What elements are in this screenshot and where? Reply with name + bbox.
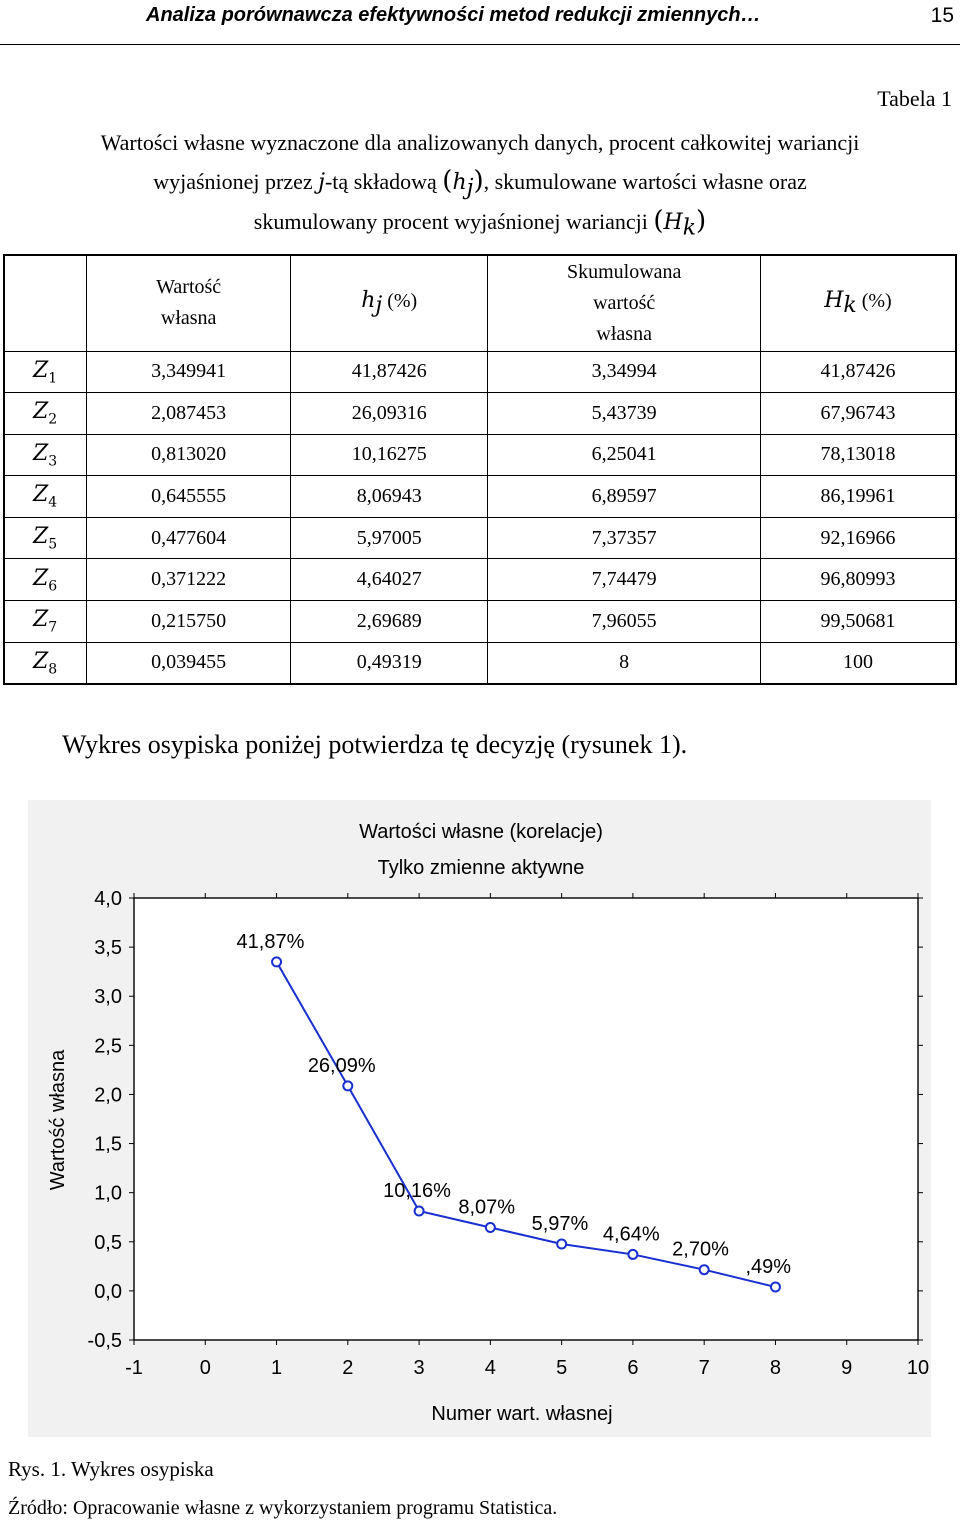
header-unit: (%): [387, 290, 418, 313]
y-axis-label: Wartość własna: [47, 1049, 69, 1191]
cell-cumulative: 7,96055: [488, 601, 760, 643]
cell-Hk: 99,50681: [760, 601, 956, 643]
row-symbol: Z: [33, 399, 49, 425]
cell-eigenvalue: 0,371222: [87, 559, 291, 601]
data-point: [272, 957, 281, 966]
caption-text: -tą składową: [324, 169, 437, 194]
cell-hj: 41,87426: [290, 351, 488, 393]
row-symbol: Z: [33, 482, 49, 508]
cell-cumulative: 6,25041: [488, 434, 760, 476]
y-tick-label: 0,5: [94, 1231, 122, 1254]
math-paren: (: [442, 166, 453, 196]
header-unit: (%): [861, 290, 892, 313]
y-tick-label: 1,0: [94, 1182, 122, 1205]
math-H: H: [824, 288, 844, 314]
cell-hj: 26,09316: [290, 393, 488, 435]
row-symbol: Z: [33, 565, 49, 591]
row-subscript: 3: [48, 453, 58, 470]
cell-Hk: 41,87426: [760, 351, 956, 393]
row-symbol: Z: [33, 440, 49, 466]
header-text: własna: [596, 322, 652, 345]
body-paragraph: Wykres osypiska poniżej potwierdza tę decyzję (rysunek 1).: [62, 730, 688, 759]
data-label: 8,07%: [458, 1196, 516, 1219]
x-tick-label: 5: [556, 1357, 568, 1379]
data-point: [700, 1265, 709, 1274]
y-tick-label: 0,0: [94, 1280, 122, 1303]
math-sub-j: j: [375, 293, 383, 319]
math-paren: ): [473, 166, 484, 196]
data-point: [343, 1081, 352, 1090]
math-h: h: [361, 288, 376, 314]
math-sub-k: k: [682, 215, 697, 241]
row-subscript: 2: [48, 411, 58, 428]
cell-Hk: 78,13018: [760, 434, 956, 476]
page-number: 15: [930, 4, 954, 27]
cell-cumulative: 7,37357: [488, 517, 760, 559]
chart-subtitle: Tylko zmienne aktywne: [377, 857, 585, 879]
data-label: 26,09%: [307, 1054, 376, 1077]
math-paren: (: [653, 206, 664, 236]
y-tick-label: 2,0: [94, 1084, 122, 1107]
y-tick-label: 3,0: [94, 986, 122, 1009]
cell-hj: 4,64027: [290, 559, 488, 601]
math-sub-j: j: [466, 175, 474, 201]
cell-Hk: 96,80993: [760, 559, 956, 601]
math-j: j: [318, 170, 325, 195]
data-label: 41,87%: [236, 930, 305, 953]
cell-eigenvalue: 3,349941: [87, 351, 291, 393]
running-title: Analiza porównawcza efektywności metod redukcji zmiennych…: [146, 4, 761, 26]
row-subscript: 4: [48, 494, 58, 511]
data-point: [415, 1207, 424, 1216]
data-label: ,49%: [745, 1256, 792, 1279]
cell-eigenvalue: 0,215750: [87, 601, 291, 643]
cell-eigenvalue: 2,087453: [87, 393, 291, 435]
plot-area: [134, 898, 918, 1340]
figure-caption: Rys. 1. Wykres osypiska: [8, 1457, 214, 1481]
x-tick-label: 4: [484, 1357, 496, 1379]
y-tick-label: 2,5: [94, 1035, 122, 1058]
header-text: Skumulowana: [566, 260, 682, 283]
cell-cumulative: 8: [488, 642, 760, 684]
row-subscript: 8: [48, 660, 58, 677]
y-tick-label: 3,5: [94, 937, 122, 960]
cell-Hk: 67,96743: [760, 393, 956, 435]
row-symbol: Z: [33, 607, 49, 633]
source-note: Źródło: Opracowanie własne z wykorzystaniem programu Statistica.: [8, 1497, 558, 1519]
row-subscript: 6: [48, 577, 58, 594]
row-subscript: 5: [48, 536, 58, 553]
cell-Hk: 100: [760, 642, 956, 684]
x-tick-label: -1: [125, 1357, 143, 1379]
x-tick-label: 3: [413, 1357, 425, 1379]
data-label: 4,64%: [602, 1223, 660, 1246]
cell-cumulative: 7,74479: [488, 559, 760, 601]
math-h: h: [452, 170, 467, 195]
data-point: [628, 1250, 637, 1259]
data-point: [771, 1283, 780, 1292]
cell-hj: 10,16275: [290, 434, 488, 476]
y-tick-label: -0,5: [87, 1330, 122, 1352]
x-tick-label: 1: [270, 1357, 283, 1379]
y-tick-label: 4,0: [94, 888, 122, 910]
header-text: Wartość: [156, 276, 222, 299]
cell-Hk: 86,19961: [760, 476, 956, 518]
x-tick-label: 6: [627, 1357, 639, 1379]
cell-eigenvalue: 0,039455: [87, 642, 291, 684]
header-text: wartość: [593, 291, 656, 314]
header-text: własna: [160, 307, 217, 330]
cell-cumulative: 6,89597: [488, 476, 760, 518]
cell-hj: 8,06943: [290, 476, 488, 518]
row-symbol: Z: [33, 648, 49, 674]
x-tick-label: 9: [841, 1357, 853, 1379]
table-label: Tabela 1: [877, 86, 952, 111]
y-tick-label: 1,5: [94, 1133, 122, 1156]
row-symbol: Z: [33, 523, 49, 549]
cell-cumulative: 5,43739: [488, 393, 760, 435]
caption-text: skumulowany procent wyjaśnionej wariancji: [253, 209, 648, 234]
data-point: [486, 1223, 495, 1232]
cell-hj: 2,69689: [290, 601, 488, 643]
math-paren: ): [696, 206, 707, 236]
cell-eigenvalue: 0,813020: [87, 434, 291, 476]
caption-text: wyjaśnionej przez: [153, 169, 313, 194]
x-axis-label: Numer wart. własnej: [431, 1403, 613, 1425]
cell-Hk: 92,16966: [760, 517, 956, 559]
data-label: 10,16%: [383, 1180, 451, 1203]
math-sub-k: k: [843, 293, 857, 319]
cell-cumulative: 3,34994: [488, 351, 760, 393]
caption-text: , skumulowane wartości własne oraz: [483, 169, 807, 194]
cell-hj: 5,97005: [290, 517, 488, 559]
math-H: H: [663, 210, 683, 235]
caption-text: Wartości własne wyznaczone dla analizowanych danych, procent całkowitej wariancji: [100, 130, 860, 155]
x-tick-label: 7: [698, 1357, 710, 1379]
cell-eigenvalue: 0,477604: [87, 517, 291, 559]
x-tick-label: 2: [342, 1357, 354, 1379]
data-label: 2,70%: [672, 1238, 729, 1261]
cell-eigenvalue: 0,645555: [87, 476, 291, 518]
row-subscript: 1: [48, 369, 58, 386]
x-tick-label: 0: [199, 1357, 211, 1379]
x-tick-label: 8: [769, 1357, 782, 1379]
chart-title: Wartości własne (korelacje): [359, 821, 603, 843]
x-tick-label: 10: [906, 1357, 930, 1379]
data-point: [557, 1239, 566, 1248]
data-label: 5,97%: [531, 1212, 589, 1235]
row-symbol: Z: [33, 357, 49, 383]
cell-hj: 0,49319: [290, 642, 488, 684]
row-subscript: 7: [48, 619, 58, 636]
